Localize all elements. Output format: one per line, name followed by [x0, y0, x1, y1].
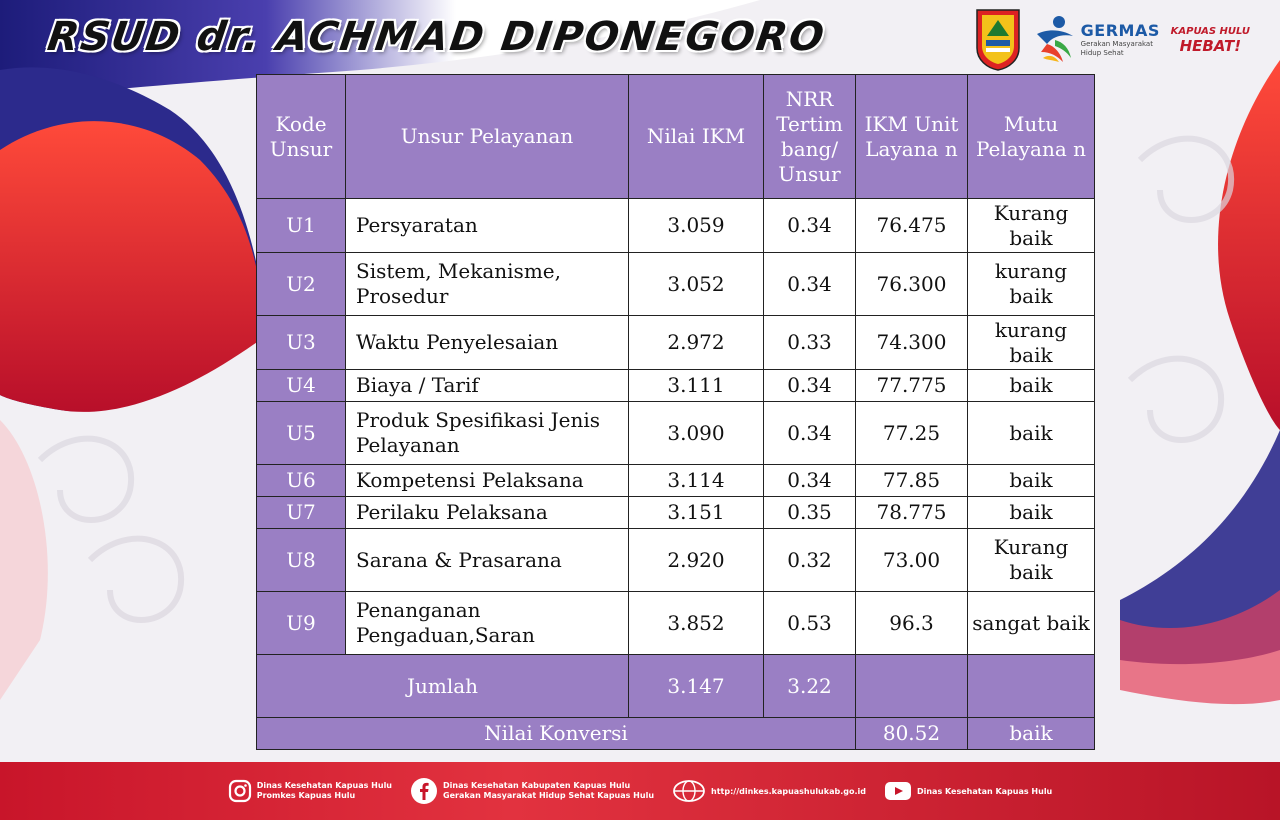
footer-website[interactable] [672, 779, 866, 803]
cell-mutu: kurang baik [968, 316, 1095, 370]
cell-mutu: Kurang baik [968, 199, 1095, 253]
jumlah-mutu-empty [968, 655, 1095, 718]
cell-nrr: 0.32 [764, 529, 856, 592]
cell-mutu: sangat baik [968, 592, 1095, 655]
cell-code: U4 [257, 370, 346, 402]
cell-nilai: 3.852 [629, 592, 764, 655]
footer-youtube[interactable] [884, 781, 1052, 801]
table-row [257, 253, 1095, 316]
table-header-row [257, 75, 1095, 199]
footer-bar [0, 762, 1280, 820]
cell-name: Sistem, Mekanisme, Prosedur [346, 253, 629, 316]
cell-ikm: 76.300 [856, 253, 968, 316]
cell-name: Sarana & Prasarana [346, 529, 629, 592]
facebook-icon [410, 777, 438, 805]
header-ikm: IKM Unit Layana n [856, 75, 968, 199]
cell-ikm: 77.775 [856, 370, 968, 402]
cell-nrr: 0.34 [764, 465, 856, 497]
facebook-line2: Gerakan Masyarakat Hidup Sehat Kapuas Hulu [443, 791, 655, 800]
cell-nrr: 0.34 [764, 402, 856, 465]
cell-name: Waktu Penyelesaian [346, 316, 629, 370]
table-row [257, 402, 1095, 465]
cell-nrr: 0.34 [764, 199, 856, 253]
jumlah-nrr: 3.22 [764, 655, 856, 718]
cell-nilai: 3.090 [629, 402, 764, 465]
header-nilai: Nilai IKM [629, 75, 764, 199]
footer-instagram[interactable] [228, 779, 392, 803]
cell-nrr: 0.33 [764, 316, 856, 370]
cell-ikm: 78.775 [856, 497, 968, 529]
table-row [257, 592, 1095, 655]
konversi-row [257, 718, 1095, 750]
germas-name: GERMAS [1080, 20, 1160, 40]
cell-nilai: 3.111 [629, 370, 764, 402]
ikm-table [256, 74, 1095, 750]
youtube-icon [884, 781, 912, 801]
cell-mutu: Kurang baik [968, 529, 1095, 592]
cell-name: Perilaku Pelaksana [346, 497, 629, 529]
cell-name: Biaya / Tarif [346, 370, 629, 402]
kh-line2: HEBAT! [1179, 37, 1242, 55]
konversi-ikm: 80.52 [856, 718, 968, 750]
cell-name: Persyaratan [346, 199, 629, 253]
cell-name: Penanganan Pengaduan,Saran [346, 592, 629, 655]
table-row [257, 316, 1095, 370]
cell-code: U8 [257, 529, 346, 592]
footer-facebook[interactable] [410, 777, 654, 805]
cell-nilai: 3.059 [629, 199, 764, 253]
kapuas-hulu-hebat-logo [1171, 25, 1250, 53]
konversi-label: Nilai Konversi [257, 718, 856, 750]
header-nrr: NRR Tertim bang/ Unsur [764, 75, 856, 199]
cell-code: U1 [257, 199, 346, 253]
youtube-channel: Dinas Kesehatan Kapuas Hulu [916, 786, 1053, 796]
table-row [257, 529, 1095, 592]
cell-ikm: 74.300 [856, 316, 968, 370]
cell-code: U3 [257, 316, 346, 370]
cell-nrr: 0.34 [764, 253, 856, 316]
cell-mutu: baik [968, 465, 1095, 497]
jumlah-row [257, 655, 1095, 718]
header-unsur: Unsur Pelayanan [346, 75, 629, 199]
cell-nilai: 2.972 [629, 316, 764, 370]
cell-nrr: 0.34 [764, 370, 856, 402]
table-row [257, 465, 1095, 497]
cell-nilai: 3.052 [629, 253, 764, 316]
cell-mutu: baik [968, 497, 1095, 529]
germas-subtitle: Gerakan Masyarakat Hidup Sehat [1080, 39, 1153, 57]
cell-mutu: baik [968, 370, 1095, 402]
header-kode: Kode Unsur [257, 75, 346, 199]
website-url: http://dinkes.kapuashulukab.go.id [711, 786, 866, 796]
germas-logo [1033, 14, 1161, 64]
instagram-line1: Dinas Kesehatan Kapuas Hulu [256, 781, 393, 790]
cell-code: U2 [257, 253, 346, 316]
cell-nilai: 3.114 [629, 465, 764, 497]
regency-emblem-icon [973, 6, 1023, 72]
cell-ikm: 76.475 [856, 199, 968, 253]
table-row [257, 497, 1095, 529]
kh-line1: KAPUAS HULU [1170, 26, 1250, 37]
jumlah-label: Jumlah [257, 655, 629, 718]
jumlah-nilai: 3.147 [629, 655, 764, 718]
instagram-icon [228, 779, 252, 803]
globe-www-icon [672, 779, 706, 803]
instagram-line2: Promkes Kapuas Hulu [256, 791, 356, 800]
germas-figure-icon [1033, 14, 1077, 64]
cell-nilai: 2.920 [629, 529, 764, 592]
cell-ikm: 77.85 [856, 465, 968, 497]
cell-code: U5 [257, 402, 346, 465]
cell-nrr: 0.35 [764, 497, 856, 529]
page-title: RSUD dr. ACHMAD DIPONEGORO [44, 14, 829, 60]
header-logos [973, 6, 1250, 72]
cell-name: Produk Spesifikasi Jenis Pelayanan [346, 402, 629, 465]
cell-code: U9 [257, 592, 346, 655]
cell-ikm: 96.3 [856, 592, 968, 655]
konversi-mutu: baik [968, 718, 1095, 750]
jumlah-ikm-empty [856, 655, 968, 718]
cell-ikm: 73.00 [856, 529, 968, 592]
cell-name: Kompetensi Pelaksana [346, 465, 629, 497]
header-mutu: Mutu Pelayana n [968, 75, 1095, 199]
facebook-line1: Dinas Kesehatan Kabupaten Kapuas Hulu [443, 781, 631, 790]
cell-code: U7 [257, 497, 346, 529]
table-row [257, 199, 1095, 253]
table-row [257, 370, 1095, 402]
cell-mutu: baik [968, 402, 1095, 465]
cell-nilai: 3.151 [629, 497, 764, 529]
cell-nrr: 0.53 [764, 592, 856, 655]
cell-code: U6 [257, 465, 346, 497]
cell-ikm: 77.25 [856, 402, 968, 465]
cell-mutu: kurang baik [968, 253, 1095, 316]
